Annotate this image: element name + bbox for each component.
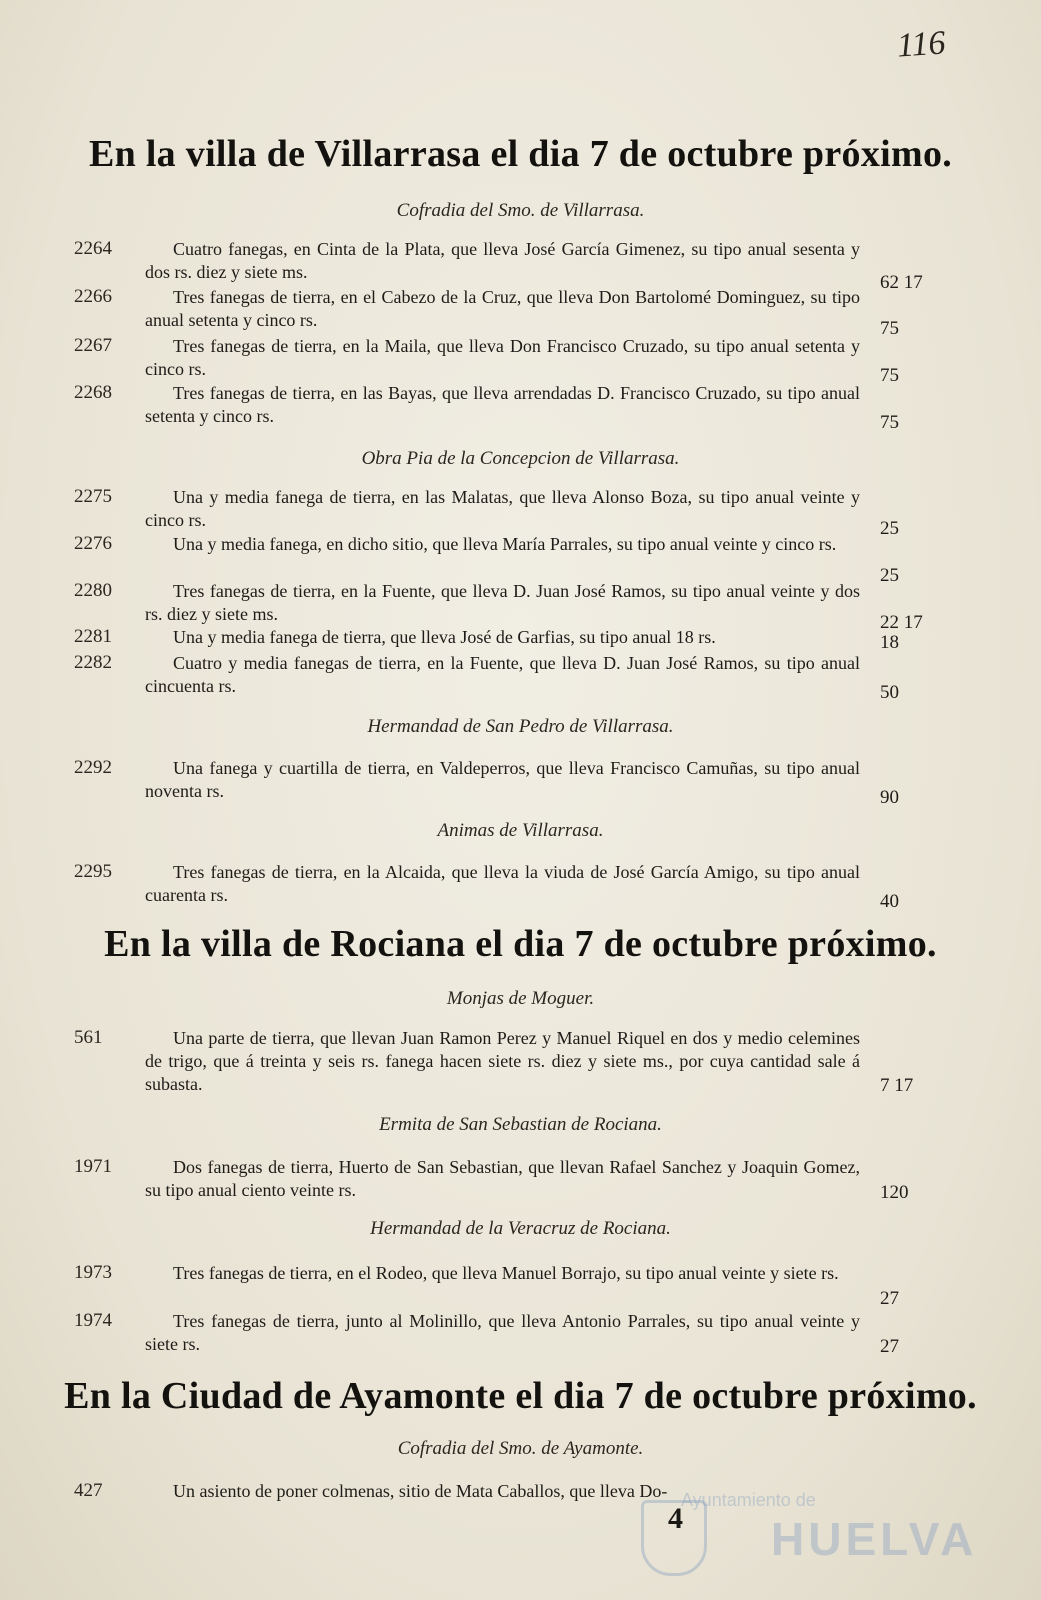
entry-text: Tres fanegas de tierra, en el Rodeo, que lleva Manuel Borrajo, su tipo anual veinte y siete rs. — [173, 1263, 839, 1283]
entry-number: 2281 — [74, 626, 112, 647]
entry-amount: 22 17 — [880, 612, 923, 633]
entry-text: Tres fanegas de tierra, en la Maila, que lleva Don Francisco Cruzado, su tipo anual setenta y cinco rs. — [145, 336, 860, 379]
section-heading: En la villa de Rociana el dia 7 de octubre próximo. — [104, 923, 937, 965]
entry-number: 2292 — [74, 757, 112, 778]
watermark-top: Ayuntamiento de — [681, 1490, 816, 1510]
group-title: Cofradia del Smo. de Ayamonte. — [397, 1438, 644, 1459]
entry-number: 2268 — [74, 382, 112, 403]
entry-amount: 7 17 — [880, 1075, 914, 1096]
group-title: Ermita de San Sebastian de Rociana. — [379, 1114, 662, 1135]
group-title: Hermandad de la Veracruz de Rociana. — [370, 1218, 671, 1239]
entry-number: 2276 — [74, 533, 112, 554]
entry-amount: 90 — [880, 787, 899, 808]
entry-number: 2295 — [74, 861, 112, 882]
folio-number: 116 — [895, 24, 947, 65]
entry-number: 1973 — [74, 1262, 112, 1283]
entry-number: 2282 — [74, 652, 112, 673]
entry-amount: 75 — [880, 365, 899, 386]
entry-amount: 27 — [880, 1336, 899, 1357]
entry-number: 561 — [74, 1027, 103, 1048]
page-signature: 4 — [668, 1502, 683, 1535]
entry-amount: 40 — [880, 891, 899, 912]
entry-text: Tres fanegas de tierra, en el Cabezo de la Cruz, que lleva Don Bartolomé Dominguez, su tipo anual setenta y cinco rs. — [145, 287, 860, 330]
watermark-bottom: HUELVA — [771, 1513, 978, 1565]
entry-amount: 25 — [880, 518, 899, 539]
entry-text: Tres fanegas de tierra, en la Alcaida, que lleva la viuda de José García Amigo, su tipo anual cuarenta rs. — [145, 862, 860, 905]
entry-amount: 62 17 — [880, 272, 923, 293]
entry-text: Una parte de tierra, que llevan Juan Ramon Perez y Manuel Riquel en dos y medio celemines de trigo, que á treinta y seis rs. fanega hacen siete rs. diez y siete ms., por cuya cantidad sale á subasta. — [145, 1028, 860, 1094]
entry-number: 1971 — [74, 1156, 112, 1177]
entry-text: Tres fanegas de tierra, en la Fuente, que lleva D. Juan José Ramos, su tipo anual veinte y dos rs. diez y siete ms. — [145, 581, 860, 624]
entry-amount: 75 — [880, 318, 899, 339]
group-title: Obra Pia de la Concepcion de Villarrasa. — [361, 448, 680, 469]
entry-amount: 25 — [880, 565, 899, 586]
entry-text: Tres fanegas de tierra, junto al Molinillo, que lleva Antonio Parrales, su tipo anual veinte y siete rs. — [145, 1311, 860, 1354]
watermark-seal — [641, 1490, 978, 1570]
entry-number: 2264 — [74, 238, 112, 259]
entry-number: 2275 — [74, 486, 112, 507]
group-title: Monjas de Moguer. — [446, 988, 595, 1009]
entry-number: 427 — [74, 1480, 103, 1501]
entry-amount: 50 — [880, 682, 899, 703]
group-title: Hermandad de San Pedro de Villarrasa. — [367, 716, 674, 737]
entry-text: Una y media fanega de tierra, en las Malatas, que lleva Alonso Boza, su tipo anual veinte y cinco rs. — [145, 487, 860, 530]
entry-text: Una y media fanega, en dicho sitio, que lleva María Parrales, su tipo anual veinte y cinco rs. — [173, 534, 837, 554]
entry-number: 2266 — [74, 286, 112, 307]
entry-number: 2280 — [74, 580, 112, 601]
entry-text: Una y media fanega de tierra, que lleva José de Garfias, su tipo anual 18 rs. — [173, 627, 716, 647]
entry-number: 1974 — [74, 1310, 112, 1331]
group-title: Animas de Villarrasa. — [437, 820, 604, 841]
entry-amount: 120 — [880, 1182, 909, 1203]
entry-text: Tres fanegas de tierra, en las Bayas, que lleva arrendadas D. Francisco Cruzado, su tipo anual setenta y cinco rs. — [145, 383, 860, 426]
entry-amount: 27 — [880, 1288, 899, 1309]
entry-amount: 18 — [880, 632, 899, 653]
shield-icon — [641, 1500, 707, 1576]
group-title: Cofradia del Smo. de Villarrasa. — [396, 200, 645, 221]
section-heading: En la villa de Villarrasa el dia 7 de octubre próximo. — [88, 133, 953, 175]
entry-text: Una fanega y cuartilla de tierra, en Valdeperros, que lleva Francisco Camuñas, su tipo anual noventa rs. — [145, 758, 860, 801]
entry-text: Un asiento de poner colmenas, sitio de Mata Caballos, que lleva Do- — [173, 1481, 668, 1501]
section-heading: En la Ciudad de Ayamonte el dia 7 de octubre próximo. — [64, 1375, 977, 1417]
entry-number: 2267 — [74, 335, 112, 356]
entry-text: Dos fanegas de tierra, Huerto de San Sebastian, que llevan Rafael Sanchez y Joaquin Gomez, su tipo anual ciento veinte rs. — [145, 1157, 860, 1200]
entry-text: Cuatro fanegas, en Cinta de la Plata, que lleva José García Gimenez, su tipo anual sesenta y dos rs. diez y siete ms. — [145, 239, 860, 282]
entry-amount: 75 — [880, 412, 899, 433]
entry-text: Cuatro y media fanegas de tierra, en la Fuente, que lleva D. Juan José Ramos, su tipo anual cincuenta rs. — [145, 653, 860, 696]
